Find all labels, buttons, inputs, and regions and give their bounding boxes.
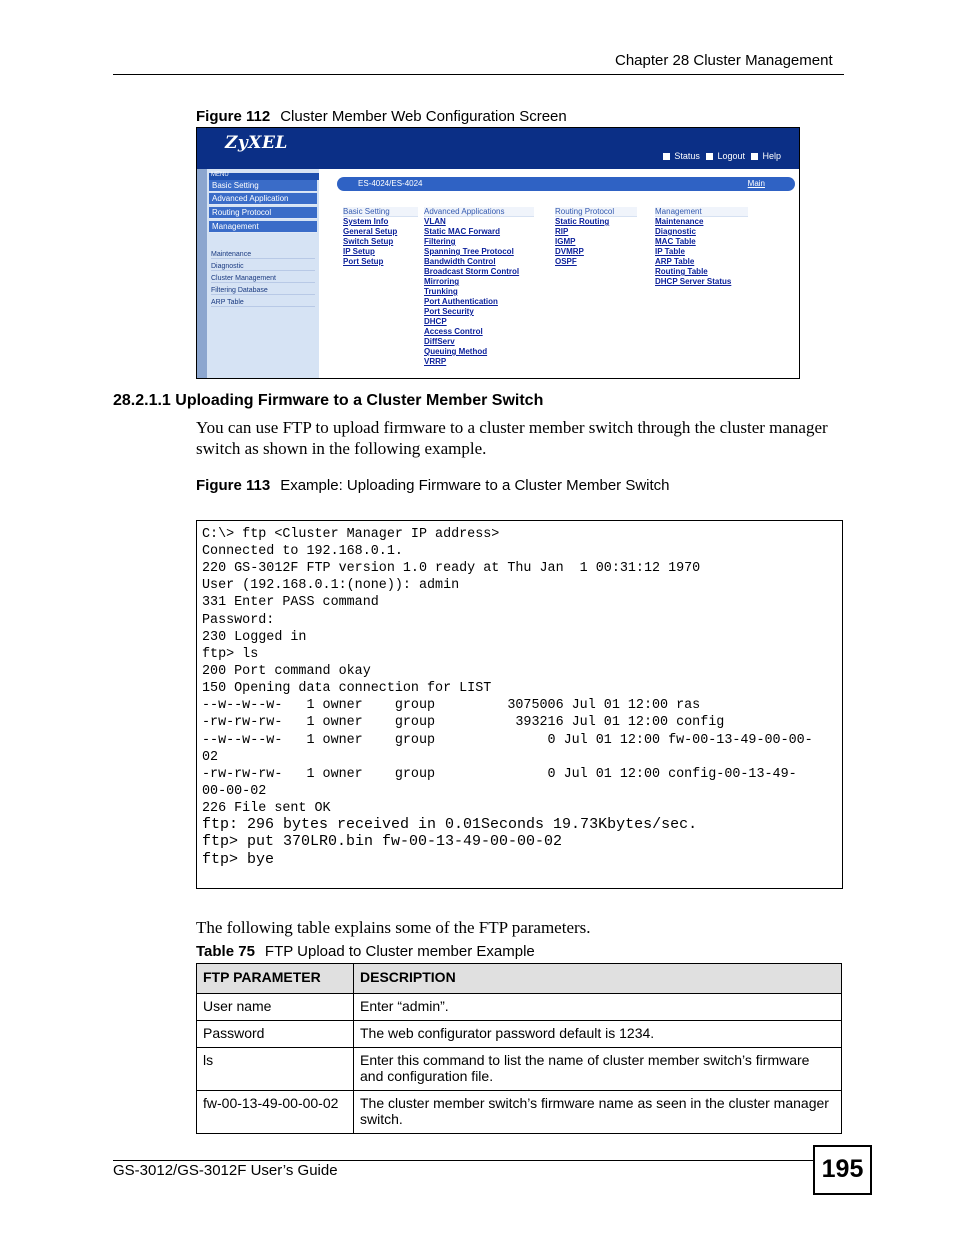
link-arp-table[interactable]: ARP Table xyxy=(655,257,695,266)
link-ospf[interactable]: OSPF xyxy=(555,257,577,266)
code-line: 220 GS-3012F FTP version 1.0 ready at Thu Jan 1 00:31:12 1970 xyxy=(202,561,701,576)
link-bandwidth-control[interactable]: Bandwidth Control xyxy=(424,257,496,266)
main-link[interactable]: Main xyxy=(747,179,765,188)
parameter-cell: Password xyxy=(197,1021,354,1048)
link-maintenance[interactable]: Maintenance xyxy=(655,217,704,226)
link-switch-setup[interactable]: Switch Setup xyxy=(343,237,394,246)
side-link-arp-table[interactable]: ARP Table xyxy=(211,299,315,307)
side-link-cluster-management[interactable]: Cluster Management xyxy=(211,275,315,283)
column-head: Basic Setting xyxy=(343,207,418,217)
code-line: 331 Enter PASS command xyxy=(202,595,379,610)
link-trunking[interactable]: Trunking xyxy=(424,287,458,296)
figure-113-label: Figure 113 xyxy=(196,477,271,494)
link-system-info[interactable]: System Info xyxy=(343,217,389,226)
code-line: ftp> bye xyxy=(202,851,275,868)
logout-link[interactable]: Logout xyxy=(717,151,745,161)
link-port-authentication[interactable]: Port Authentication xyxy=(424,297,498,306)
side-button-management[interactable]: Management xyxy=(209,221,317,233)
link-port-security[interactable]: Port Security xyxy=(424,307,474,316)
code-line: 02 xyxy=(202,750,219,765)
description-cell: Enter “admin”. xyxy=(354,994,842,1021)
ftp-parameter-table xyxy=(196,963,842,1134)
table-75-title: FTP Upload to Cluster member Example xyxy=(264,943,535,960)
link-port-setup[interactable]: Port Setup xyxy=(343,257,384,266)
column-header-parameter: FTP PARAMETER xyxy=(197,964,354,994)
link-dvmrp[interactable]: DVMRP xyxy=(555,247,584,256)
status-icon xyxy=(663,153,670,160)
side-button-basic-setting[interactable]: Basic Setting xyxy=(209,180,317,192)
figure-112-title: Cluster Member Web Configuration Screen xyxy=(280,108,567,125)
section-heading: 28.2.1.1 Uploading Firmware to a Cluster Member Switch xyxy=(113,392,544,409)
column-header-description: DESCRIPTION xyxy=(354,964,842,994)
guide-title: GS-3012/GS-3012F User’s Guide xyxy=(113,1162,338,1179)
figure-112-caption xyxy=(196,108,567,125)
ftp-session-example xyxy=(196,520,843,889)
link-routing-table[interactable]: Routing Table xyxy=(655,267,708,276)
link-vlan[interactable]: VLAN xyxy=(424,217,446,226)
code-line: -rw-rw-rw- 1 owner group 393216 Jul 01 12:00 config xyxy=(202,715,725,730)
code-line: Connected to 192.168.0.1. xyxy=(202,544,403,559)
logout-icon xyxy=(706,153,713,160)
link-igmp[interactable]: IGMP xyxy=(555,237,576,246)
link-filtering[interactable]: Filtering xyxy=(424,237,456,246)
description-cell: The web configurator password default is 1234. xyxy=(354,1021,842,1048)
column-advanced-applications xyxy=(424,207,534,367)
column-management xyxy=(655,207,748,287)
cluster-member-web-screen xyxy=(196,127,800,379)
table-75-label: Table 75 xyxy=(196,943,255,960)
side-link-filtering-database[interactable]: Filtering Database xyxy=(211,287,315,295)
column-basic-setting xyxy=(343,207,418,267)
link-dhcp[interactable]: DHCP xyxy=(424,317,447,326)
chapter-header: Chapter 28 Cluster Management xyxy=(615,52,833,69)
screen-title-bar xyxy=(337,177,795,191)
link-general-setup[interactable]: General Setup xyxy=(343,227,398,236)
sidebar-tab xyxy=(197,169,207,378)
help-link[interactable]: Help xyxy=(762,151,781,161)
help-icon xyxy=(751,153,758,160)
page-number: 195 xyxy=(813,1145,872,1195)
side-link-maintenance[interactable]: Maintenance xyxy=(211,251,315,259)
table-75-caption xyxy=(196,943,535,960)
link-ip-table[interactable]: IP Table xyxy=(655,247,685,256)
link-vrrp[interactable]: VRRP xyxy=(424,357,447,366)
figure-113-caption xyxy=(196,477,670,494)
parameter-cell: ls xyxy=(197,1048,354,1091)
screen-sidebar xyxy=(197,169,319,378)
top-links xyxy=(659,151,781,161)
link-access-control[interactable]: Access Control xyxy=(424,327,483,336)
code-line: ftp> put 370LR0.bin fw-00-13-49-00-00-02 xyxy=(202,833,563,850)
code-line: --w--w--w- 1 owner group 3075006 Jul 01 12:00 ras xyxy=(202,698,701,713)
code-line: -rw-rw-rw- 1 owner group 0 Jul 01 12:00 config-00-13-49- xyxy=(202,767,797,782)
code-line: 200 Port command okay xyxy=(202,664,371,679)
code-line: 00-00-02 xyxy=(202,784,267,799)
link-mac-table[interactable]: MAC Table xyxy=(655,237,696,246)
link-static-mac-forward[interactable]: Static MAC Forward xyxy=(424,227,501,236)
link-ip-setup[interactable]: IP Setup xyxy=(343,247,375,256)
code-line: 226 File sent OK xyxy=(202,801,331,816)
table-intro: The following table explains some of the FTP parameters. xyxy=(196,918,591,937)
parameter-cell: User name xyxy=(197,994,354,1021)
menu-label: MENU xyxy=(211,172,229,178)
code-line: C:\> ftp <Cluster Manager IP address> xyxy=(202,527,500,542)
table-row xyxy=(197,1048,842,1091)
link-mirroring[interactable]: Mirroring xyxy=(424,277,460,286)
figure-112-label: Figure 112 xyxy=(196,108,271,125)
side-button-advanced-application[interactable]: Advanced Application xyxy=(209,193,317,205)
parameter-cell: fw-00-13-49-00-00-02 xyxy=(197,1091,354,1134)
footer-rule xyxy=(113,1160,814,1161)
code-line: --w--w--w- 1 owner group 0 Jul 01 12:00 fw-00-13-49-00-00- xyxy=(202,733,813,748)
side-link-diagnostic[interactable]: Diagnostic xyxy=(211,263,315,271)
column-head: Routing Protocol xyxy=(555,207,637,217)
table-header-row xyxy=(197,964,842,994)
link-queuing-method[interactable]: Queuing Method xyxy=(424,347,488,356)
link-dhcp-server-status[interactable]: DHCP Server Status xyxy=(655,277,732,286)
link-broadcast-storm-control[interactable]: Broadcast Storm Control xyxy=(424,267,520,276)
code-line: ftp> ls xyxy=(202,647,259,662)
status-link[interactable]: Status xyxy=(674,151,700,161)
column-head: Management xyxy=(655,207,748,217)
link-static-routing[interactable]: Static Routing xyxy=(555,217,610,226)
code-line: 230 Logged in xyxy=(202,630,307,645)
link-diffserv[interactable]: DiffServ xyxy=(424,337,455,346)
table-row xyxy=(197,994,842,1021)
column-head: Advanced Applications xyxy=(424,207,534,217)
menu-header xyxy=(209,173,319,180)
link-diagnostic[interactable]: Diagnostic xyxy=(655,227,696,236)
intro-paragraph: You can use FTP to upload firmware to a cluster member switch through the cluster manager switch as shown in the following example. xyxy=(196,418,828,458)
description-cell: Enter this command to list the name of cluster member switch’s firmware and configuration file. xyxy=(354,1048,842,1091)
code-line: Password: xyxy=(202,613,275,628)
code-line: 150 Opening data connection for LIST xyxy=(202,681,492,696)
column-routing-protocol xyxy=(555,207,637,267)
header-rule xyxy=(113,74,844,75)
table-row xyxy=(197,1021,842,1048)
code-line: ftp: 296 bytes received in 0.01Seconds 19.73Kbytes/sec. xyxy=(202,816,698,833)
screen-body xyxy=(197,169,799,378)
description-cell: The cluster member switch’s firmware name as seen in the cluster manager switch. xyxy=(354,1091,842,1134)
device-model: ES-4024/ES-4024 xyxy=(358,179,423,188)
side-button-routing-protocol[interactable]: Routing Protocol xyxy=(209,207,317,219)
figure-113-title: Example: Uploading Firmware to a Cluster Member Switch xyxy=(280,477,670,494)
table-row xyxy=(197,1091,842,1134)
link-rip[interactable]: RIP xyxy=(555,227,569,236)
link-spanning-tree-protocol[interactable]: Spanning Tree Protocol xyxy=(424,247,514,256)
zyxel-logo: ZyXEL xyxy=(225,133,288,153)
code-line: User (192.168.0.1:(none)): admin xyxy=(202,578,460,593)
screen-top-bar xyxy=(197,128,799,169)
